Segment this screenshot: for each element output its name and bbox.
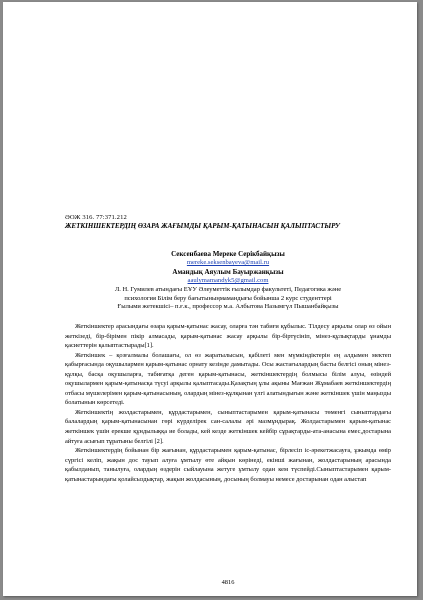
body-paragraph-2: Жеткіншек – қозғалмалы болашағы, ол өз жаратылысын, қабілеті мен мүмкіндіктерін ең алдымен мектеп қабырғасында оқушылармен қарым-қатынас орнату кезінде дамытады. Осы жастағылардың басты белгісі оның мінез-құлқы, басқа оқушыларға, табиғатқа деген қарым-қатынасы, жеткіншектердің болмысы білім алуы, өзіндей оқушылармен қарым-қатынасқа түсуі арқылы қалыптасады.Қазақтың ұлы ақыны Мағжан Жұмабаев жеткіншектердің отбасы мүшелерімен қарым-қатынасының, олардың мінез-құлқынан үлгі алатындығын және жеткіншек үшін маңызды болатынын көрсетеді. [65,351,391,407]
author-name-2: Амандық Аяулым Бауыржанқызы [172,268,284,276]
author-email-1[interactable]: mereke.seksenbayeva@mail.ru [186,259,270,266]
author-name-1: Сексенбаева Мереке Серікбайқызы [171,250,285,258]
affiliation-line-1: Л. Н. Гумилев атындағы ЕҰУ Әлеуметтік ғылымдар факультеті, Педагогика және [114,286,342,293]
body-paragraph-1: Жеткіншектер арасындағы өзара қарым-қатынас жасау, оларға тән табиғи құбылыс. Тілдесу арқылы олар өз ойын жеткізеді, бір-бірімен пікір алмасады, қарым-қатынас жасау арқылы бір-біртүсініп, мінез-құлықтарды ұнамды қасиеттерін қалыптастырады[1]. [65,323,391,350]
body-paragraph-3: Жеткіншектің жолдастарымен, құрдастарымен, сыныптастарымен қарым-қатынасы төменгі сыныптардағы балалардың қарым-қатынасынан гөрі күрделірек сан-салалы әрі мазмұндырақ. Жолдастарымен қарым-қатынас жеткіншек үшін ерекше құндылыққа ие болады, кей кезде жеткіншек кейбір сұрақтарды-ата-анасына емес,достарына айтуға асығып тұратыны белгілі [2]. [65,408,391,445]
page-number: 4816 [221,579,235,586]
affiliation [65,286,391,312]
affiliation-line-3: Ғылыми жетекшісі– п.ғ.к., профессор м.а. Албытова Назымгүл Пышанбайқызы [117,303,339,311]
article-body [65,322,391,484]
body-paragraph-4: Жеткіншектердің бойынан бір жағынан, құрдастарымен қарым-қатынас, бірлесіп іс-әрекетжасауға, ұжымда өмір сүргісі келіп, жақын дос тауып алуға ұмтылу өте айқын көрінеді, екінші жағынан, жолдастарының арасында қабылданып, танылуға, олардың өздерін сыйлауына жетуге ұмтылу одан кем түспейді.Сыныптастарымен қарым-қатынастарындағы қолайсыздықтар, жақын жолдасының, досының болмауы немесе достарынан одан алыстап [65,447,391,483]
author-email-2[interactable]: aaulymamandyk5@gmail.com [187,277,269,284]
udc-code: ӘОЖ 316. 77:371.212 [65,214,127,221]
article-title: ЖЕТКІНШЕКТЕРДІҢ ӨЗАРА ЖАҒЫМДЫ ҚАРЫМ-ҚАТЫНАСЫН ҚАЛЫПТАСТЫРУ [65,222,340,230]
affiliation-line-2: психология Білім беру бағытыныңмамандығы бойынша 2 курс студенттері [124,294,332,302]
document-page [3,2,417,596]
